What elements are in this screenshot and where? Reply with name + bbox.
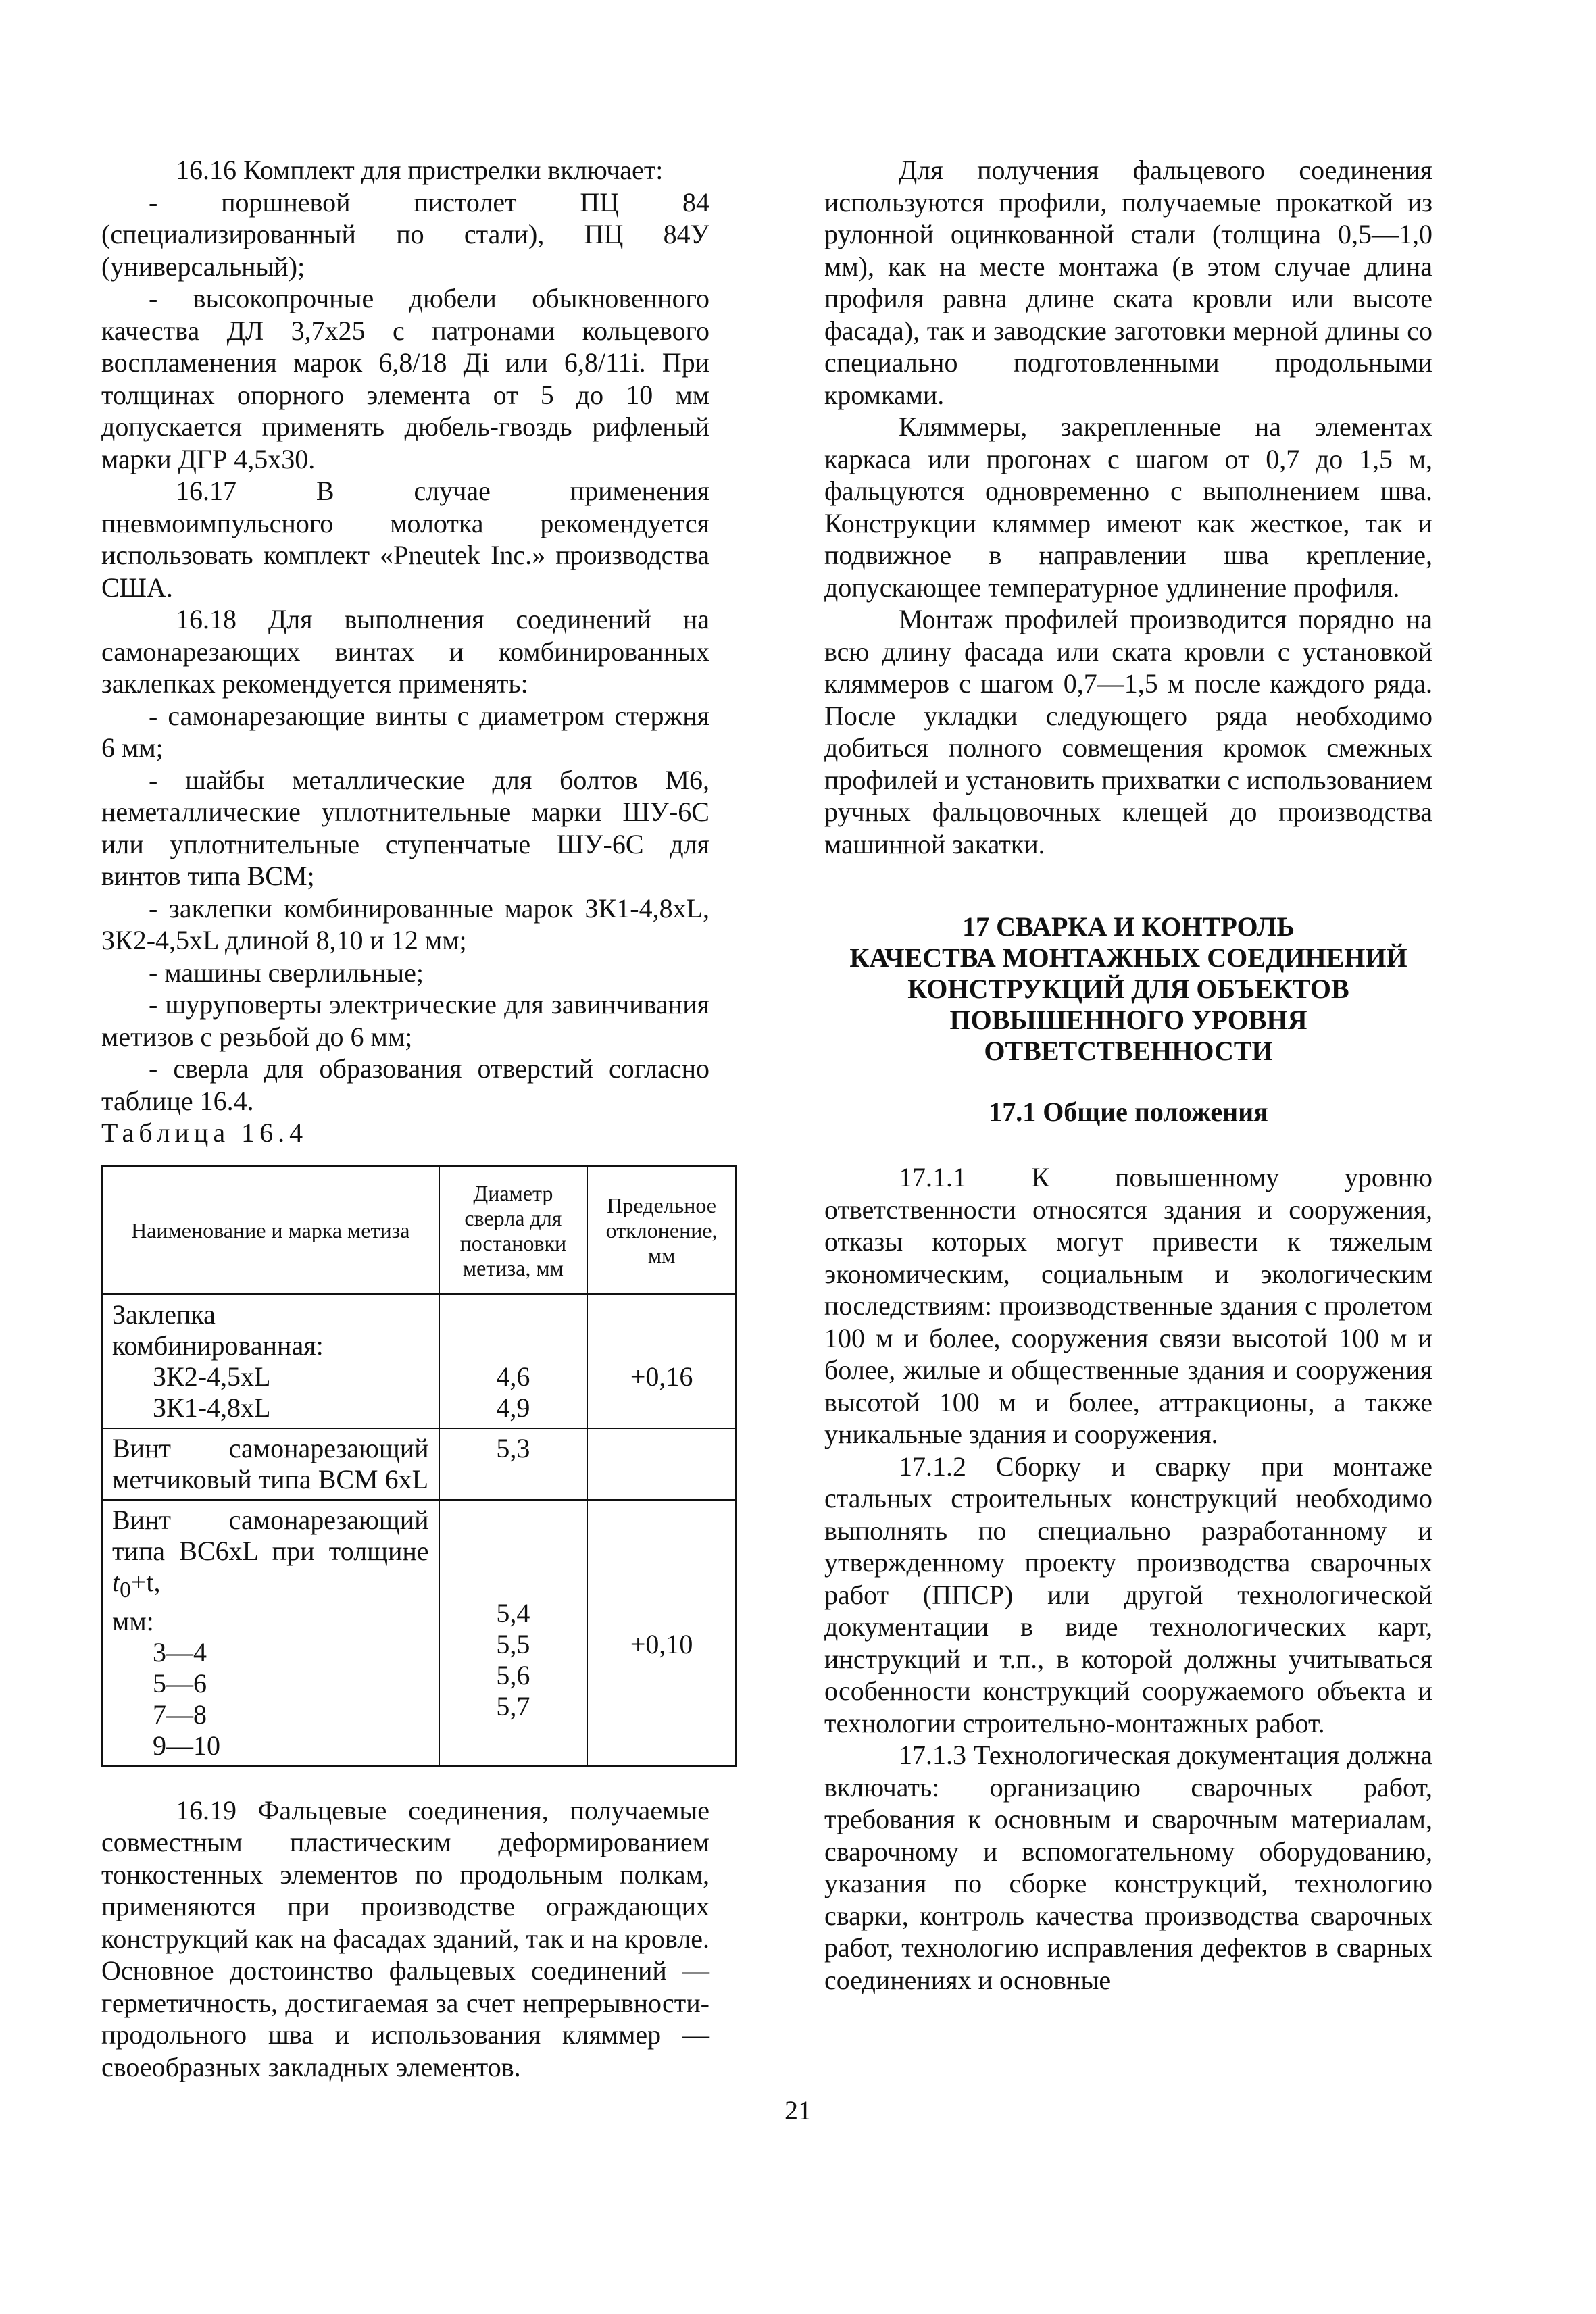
list-item: - поршневой пистолет ПЦ 84 (специализированный по стали), ПЦ 84У (универсальный); (101, 186, 709, 282)
paragraph: Кляммеры, закрепленные на элементах каркаса или прогонах с шагом от 0,7 до 1,5 м, фальцуются одновременно с выполнением шва. Конструкции кляммер имеют как жесткое, так и подвижное в направлении шва крепление, допускающее температурное удлинение профиля. (824, 411, 1432, 603)
table-cell (102, 1500, 439, 1767)
page-number: 21 (784, 2095, 812, 2126)
list-item: - машины сверлильные; (149, 957, 424, 988)
table-16-4 (101, 1165, 737, 1767)
paragraph-17-1-1: 17.1.1 К повышенному уровню ответственности относятся здания и сооружения, отказы которых могут привести к тяжелым экономическим, социальным и экологическим последствиям: производственные здания с пролетом 100 м и более, сооружения связи высотой 100 м и более, жилые и общественные здания и сооружения высотой 100 м и более, аттракционы, а также уникальные здания и сооружения. (824, 1162, 1432, 1449)
tolerance-value: +0,10 (630, 1628, 693, 1659)
diameter-value: 5,4 (496, 1597, 530, 1628)
screw-label: Винт самонарезающий типа ВС6xL при толщине $t_0+t$, (112, 1504, 429, 1603)
subsection-heading: 17.1 Общие положения (989, 1097, 1268, 1127)
paragraph-16-16: 16.16 Комплект для пристрелки включает: (176, 155, 664, 185)
heading-line: ОТВЕТСТВЕННОСТИ (984, 1036, 1273, 1066)
table-row (102, 1428, 736, 1500)
diameter-value: 4,9 (496, 1392, 530, 1423)
paragraph-17-1-3: 17.1.3 Технологическая документация должна включать: организацию сварочных работ, требования к основным и сварочным материалам, сварочному и вспомогательному оборудованию, указания по сборке конструкций, технологию сварки, контроль качества производства сварочных работ, технологию исправления дефектов в сварных соединениях и основные (824, 1740, 1432, 1995)
heading-line: КОНСТРУКЦИЙ ДЛЯ ОБЪЕКТОВ (907, 974, 1349, 1004)
heading-line: 17 СВАРКА И КОНТРОЛЬ (962, 911, 1295, 942)
paragraph: Монтаж профилей производится порядно на всю длину фасада или ската кровли с установкой кляммеров с шагом 0,7—1,5 м после каждого ряда. После укладки следующего ряда необходимо добиться полного совмещения кромок смежных профилей и установить прихватки с использованием ручных фальцовочных клещей до производства машинной закатки. (824, 604, 1432, 859)
list-item: - шуруповерты электрические для завинчивания метизов с резьбой до 6 мм; (101, 989, 709, 1052)
list-item: - заклепки комбинированные марок ЗК1-4,8xL, ЗК2-4,5xL длиной 8,10 и 12 мм; (101, 892, 709, 955)
left-column (101, 154, 718, 2083)
paragraph: Для получения фальцевого соединения используются профили, получаемые прокаткой из рулонной оцинкованной стали (толщина 0,5—1,0 мм), как на месте монтажа (в этом случае длина профиля равна длине ската кровли или высоте фасада), так и заводские заготовки мерной длины со специально подготовленными продольными кромками. (824, 155, 1432, 410)
table-cell (587, 1428, 736, 1500)
diameter-value: 4,6 (496, 1361, 530, 1392)
item-label: 7—8 (153, 1699, 207, 1730)
table-cell (587, 1294, 736, 1428)
item-label: 5—6 (153, 1667, 207, 1699)
table-cell (439, 1294, 588, 1428)
item-label: ЗК2-4,5xL (153, 1361, 271, 1392)
item-label: 3—4 (153, 1636, 207, 1667)
paragraph-17-1-2: 17.1.2 Сборку и сварку при монтаже стальных строительных конструкций необходимо выполнять по специально разработанному и утвержденному проекту производства сварочных работ (ППСР) или другой технологической документации в виде технологических карт, инструкций и т.п., в которой должны учитываться особенности конструкций сооружаемого объекта и технологии строительно-монтажных работ. (824, 1451, 1432, 1738)
section-heading (824, 911, 1432, 1067)
table-cell: 5,3 (439, 1428, 588, 1500)
list-item: - самонарезающие винты с диаметром стержня 6 мм; (101, 700, 709, 763)
table-title: Таблица 16.4 (101, 1117, 308, 1148)
tolerance-value: +0,16 (630, 1361, 693, 1392)
list-item: - шайбы металлические для болтов М6, неметаллические уплотнительные марки ШУ-6С или уплотнительные ступенчатые ШУ-6С для винтов типа ВСМ; (101, 764, 709, 891)
paragraph-16-19: 16.19 Фальцевые соединения, получаемые совместным пластическим деформированием тонкостенных элементов по продольным полкам, применяются при производстве ограждающих конструкций как на фасадах зданий, так и на кровле. Основное достоинство фальцевых соединений — герметичность, достигаемая за счет непрерывности-продольного шва и использования кляммер — своеобразных закладных элементов. (101, 1794, 709, 2082)
diameter-value: 5,5 (496, 1628, 530, 1659)
table-row (102, 1500, 736, 1767)
right-column (824, 154, 1432, 1996)
unit-label: мм: (112, 1605, 154, 1636)
diameter-value: 5,7 (496, 1690, 530, 1721)
table-header-cell: Наименование и марка метиза (102, 1166, 439, 1294)
rivet-label: Заклепка комбинированная: (112, 1299, 324, 1361)
table-cell: Винт самонарезающий метчиковый типа ВСМ 6xL (102, 1428, 439, 1500)
item-label: ЗК1-4,8xL (153, 1392, 271, 1423)
table-cell (587, 1500, 736, 1767)
table-cell (439, 1500, 588, 1767)
table-header-cell: Диаметр сверла для постановки метиза, мм (439, 1166, 588, 1294)
diameter-value: 5,6 (496, 1659, 530, 1690)
item-label: 9—10 (153, 1730, 220, 1761)
list-item: - высокопрочные дюбели обыкновенного качества ДЛ 3,7x25 с патронами кольцевого воспламенения марок 6,8/18 Дi или 6,8/11i. При толщинах опорного элемента от 5 до 10 мм допускается применять дюбель-гвоздь рифленый марки ДГР 4,5x30. (101, 283, 709, 474)
table-cell (102, 1294, 439, 1428)
table-header-row (102, 1166, 736, 1294)
table-header-cell: Предельное отклонение, мм (587, 1166, 736, 1294)
paragraph-16-18: 16.18 Для выполнения соединений на самонарезающих винтах и комбинированных заклепках рекомендуется применять: (101, 604, 709, 699)
heading-line: КАЧЕСТВА МОНТАЖНЫХ СОЕДИНЕНИЙ (849, 942, 1407, 973)
paragraph-16-17: 16.17 В случае применения пневмоимпульсного молотка рекомендуется использовать комплект «Pneutek Inc.» производства США. (101, 476, 709, 603)
table-row (102, 1294, 736, 1428)
heading-line: ПОВЫШЕННОГО УРОВНЯ (949, 1005, 1307, 1035)
list-item: - сверла для образования отверстий согласно таблице 16.4. (101, 1053, 709, 1116)
